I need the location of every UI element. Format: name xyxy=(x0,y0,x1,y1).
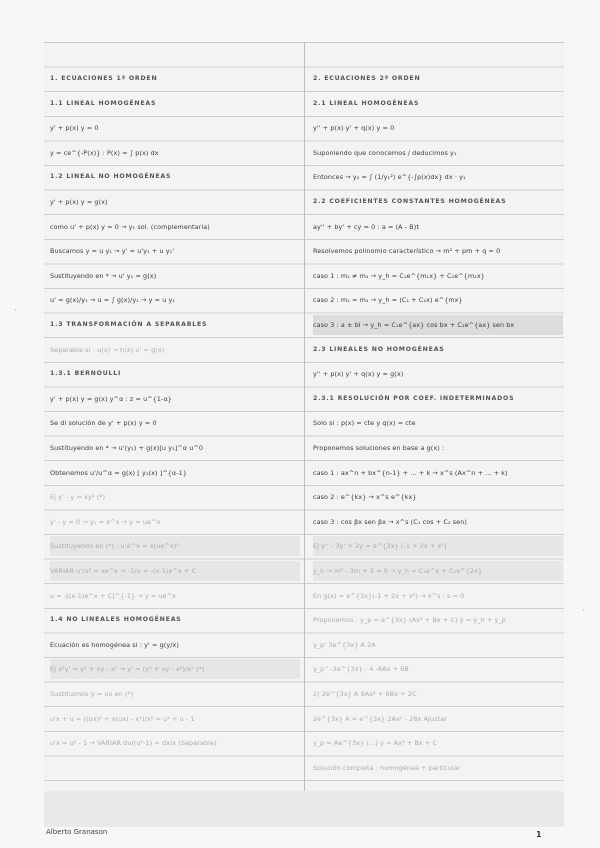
section-heading: 1.1 LINEAL HOMOGÉNEAS xyxy=(50,99,157,107)
column-divider xyxy=(304,43,305,803)
note-line: caso 2 : e^{kx} → x^s e^{kx} xyxy=(313,493,417,502)
section-heading: 2.2 COEFICIENTES CONSTANTES HOMOGÉNEAS xyxy=(313,198,507,205)
note-line: y' + p(x) y = g(x) xyxy=(50,198,108,206)
section-heading: 2.3.1 RESOLUCIÓN POR COEF. INDETERMINADOS xyxy=(313,394,515,402)
note-line: VARIAR u'/u² = xe^x → -1/u = -(x-1)e^x + C xyxy=(50,561,300,581)
note-line: caso 2 : m₁ = m₂ → y_h = (C₁ + C₂x) e^{mx} xyxy=(313,296,463,305)
note-line: EJ y'' - 3y' + 2y = e^{3x} (-1 + 2x + x²) xyxy=(313,536,563,556)
note-line: u'x + u = ((ux)² + x(ux) - x²)/x² = u² + u - 1 xyxy=(50,714,195,723)
note-line: 2e^{3x} A = e^{3x} 2Ax² - 28x Ajustar xyxy=(313,714,447,723)
note-line: En g(x) = e^{3x}(-1 + 2x + x²) → x^s : s = 0 xyxy=(313,591,465,600)
note-line: caso 1 : ax^n + bx^{n-1} + ... + k → x^s (Ax^n + ... + k) xyxy=(313,468,508,477)
bottom-band xyxy=(44,791,564,827)
note-line: Sustituimos y = ux en (*) xyxy=(50,690,134,698)
note-line: y' + p(x) y = g(x) y^α : z = u^{1-α} xyxy=(50,394,172,403)
note-line: como u' + p(x) y = 0 → y₁ sol. (complementaria) xyxy=(50,222,210,231)
note-line: y = ce^{-P(x)} : P(x) = ∫ p(x) dx xyxy=(50,148,159,157)
note-line: caso 3 : cos βx sen βx → x^s (C₁ cos + C₂ sen) xyxy=(313,517,467,526)
note-line: Obtenemos u'/u^α = g(x) [ y₁(x) ]^{α-1} xyxy=(50,468,187,477)
section-heading: 2. ECUACIONES 2ª ORDEN xyxy=(313,75,421,82)
note-line: Sustituyendo en * → u'(y₁) + g(x)[u y₁]^α u^0 xyxy=(50,444,204,452)
note-line: caso 1 : m₁ ≠ m₂ → y_h = C₁e^{m₁x} + C₂e^{m₂x} xyxy=(313,271,485,280)
section-heading: 1.2 LINEAL NO HOMOGÉNEAS xyxy=(50,173,172,181)
note-line: Solución completa : homogénea + particular xyxy=(313,763,461,772)
note-line: Suponiendo que conocemos / deducimos y₁ xyxy=(313,148,457,157)
note-line: Proponemos : y_p = e^{3x} (Ax² + Bx + C) y = y_h + y_p xyxy=(313,616,506,625)
note-line: y'' + p(x) y' + q(x) y = 0 xyxy=(313,124,395,133)
note-line: y_p'' -3e^{3x} - 4 -6Ax + 6B xyxy=(313,665,409,674)
note-line: Se di solución de y' + p(x) y = 0 xyxy=(50,419,157,428)
note-line: y_h → m² - 3m + 2 = 0 → y_h = C₁e^x + C₂e^{2x} xyxy=(313,561,563,581)
note-line: Entonces → y₂ = ∫ (1/y₁²) e^{-∫p(x)dx} dx · y₁ xyxy=(313,173,466,182)
note-line: u' = g(x)/y₁ → u = ∫ g(x)/y₁ → y = u y₁ xyxy=(50,296,176,305)
section-heading: 1.3 TRANSFORMACIÓN A SEPARABLES xyxy=(50,321,208,328)
note-line: Sustituyendo en * → u' y₁ = g(x) xyxy=(50,271,157,280)
section-heading: 1. ECUACIONES 1ª ORDEN xyxy=(50,75,158,82)
hole-punch-mark: · xyxy=(14,306,17,316)
note-line: Ecuación es homogénea si : y' = g(y/x) xyxy=(50,640,179,649)
note-line: u = -[(x-1)e^x + C]^{-1} → y = ue^x xyxy=(50,591,176,600)
section-heading: 1.3.1 BERNOULLI xyxy=(50,370,122,378)
hole-punch-mark: · xyxy=(582,606,585,616)
note-line: Solo si : p(x) = cte y q(x) = cte xyxy=(313,419,416,428)
section-heading: 2.3 LINEALES NO HOMOGÉNEAS xyxy=(313,345,445,353)
note-line: y'' + p(x) y' + q(x) y = g(x) xyxy=(313,370,404,379)
note-line: Sustituyendo en (*) : u'e^x = x(ue^x)² xyxy=(50,536,300,556)
note-line: Buscamos y = u y₁ → y' = u'y₁ + u y₁' xyxy=(50,247,175,256)
note-line: Resolvemos polinomio característico → m² + pm + q = 0 xyxy=(313,247,501,256)
notebook-sheet xyxy=(44,42,564,827)
note-line: Ej y' - y = xy² (*) xyxy=(50,493,106,502)
note-line: ay'' + by' + cy = 0 : a = (A - B)t xyxy=(313,222,419,231)
note-line: y_p = Ae^{3x} (...) y = Ax² + Bx + C xyxy=(313,739,438,748)
author-signature: Alberto Granason xyxy=(46,828,108,836)
page-number: 1 xyxy=(536,830,542,839)
note-line: 2) 2e^{3x} A 9Ax² + 6Bx + 2C xyxy=(313,690,417,698)
note-line: Separable si : u(x) → h(x) u' = g(x) xyxy=(50,345,165,354)
note-line: y' - y = 0 → y₁ = e^x → y = ue^x xyxy=(50,517,161,526)
note-line: y_p' 3e^{3x} A 2A xyxy=(313,640,376,649)
note-line: y' + p(x) y = 0 xyxy=(50,124,99,133)
note-line: EJ x²y' = y² + xy - x² → y' = (y² + xy - x²)/x² (*) xyxy=(50,659,300,679)
section-heading: 2.1 LINEAL HOMOGÉNEAS xyxy=(313,99,420,107)
section-heading: 1.4 NO LINEALES HOMOGÉNEAS xyxy=(50,616,182,624)
note-line: u'x = u² - 1 → VARIAR du/(u²-1) = dx/x (Separable) xyxy=(50,739,217,748)
note-line: Proponemos soluciones en base a g(x) : xyxy=(313,444,445,452)
section-heading: caso 3 : a ± bi → y_h = C₁e^{ax} cos bx + C₂e^{ax} sen bx xyxy=(313,315,563,335)
